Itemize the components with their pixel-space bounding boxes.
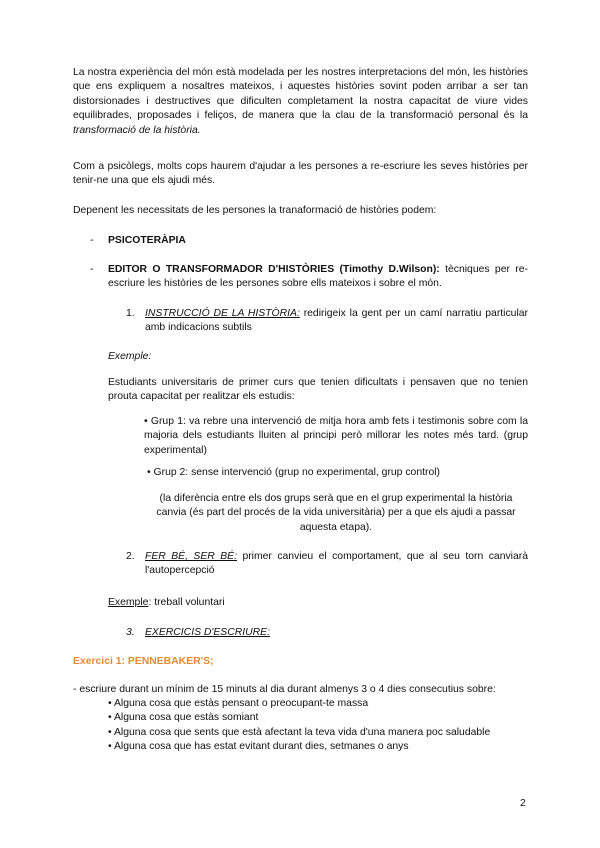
sub3-title: EXERCICIS D'ESCRIURE: (145, 627, 270, 638)
list-item-editor-text: tècniques per re-escriure les històries de les persones sobre ells mateixos i sobre el món. (108, 264, 528, 290)
sub2-title: FER BÉ, SER BÉ: (145, 551, 237, 562)
example1-note-line2: canvia (és part del procés de la vida universitària) per a que els ajudi a passar (156, 507, 516, 519)
exercise-bullet-2: • Alguna cosa que estàs somiant (108, 712, 259, 723)
sub1-item (145, 307, 528, 336)
sub2-text: primer canvieu el comportament, que al seu torn canviarà l'autopercepció (145, 551, 528, 577)
example2-text: : treball voluntari (148, 597, 225, 608)
page-number: 2 (520, 798, 526, 809)
list-item-editor (108, 263, 528, 292)
list-dash-1: - (90, 235, 94, 246)
example2 (108, 596, 225, 610)
sub1-text: redirigeix la gent per un camí narratiu particular amb indicacions subtils (145, 308, 529, 334)
example1-note-line1: (la diferència entre els dos grups serà que en el grup experimental la història (159, 493, 513, 504)
intro-paragraph-italic: transformació de la història. (73, 124, 201, 136)
example2-label: Exemple (108, 597, 149, 608)
needs-paragraph: Depenent les necessitats de les persones la tranaformació de històries podem: (73, 205, 437, 216)
example1-text: Estudiants universitaris de primer curs que tenien dificultats i pensaven que no tenien prouta capacitat per realitzar els estudis: (108, 377, 528, 403)
intro-paragraph-text: La nostra experiència del món està modelada per les nostres interpretacions del món, les històries que ens expliquem a nosaltres mateixos, i aquestes històries sovint poden arribar a ser tan distorsionades i destructives que dificulten completament la nostra capacitat de viure vides equilibrades, proposades i feliços, de manera que la clau de la transformació personal és la (73, 67, 528, 122)
list-dash-2: - (90, 264, 94, 275)
sub3-number: 3. (126, 627, 135, 638)
group2-item: • Grup 2: sense intervenció (grup no experimental, grup control) (147, 467, 440, 478)
example1-note-line3: aquesta etapa). (299, 521, 373, 533)
exercise-bullet-1: • Alguna cosa que estàs pensant o preocupant-te massa (108, 698, 369, 709)
exercise-heading: Exercici 1: PENNEBAKER'S; (73, 656, 214, 667)
exercise-intro: - escriure durant un mínim de 15 minuts al dia durant almenys 3 o 4 dies consecutius sobre: (73, 684, 496, 695)
group1-item: • Grup 1: va rebre una intervenció de mitja hora amb fets i testimonis sobre com la majoria dels estudiants lluiten al principi però millorar les notes més tard. (grup experimental) (144, 416, 528, 456)
exercise-bullet-4: • Alguna cosa que has estat evitant durant dies, setmanes o anys (108, 741, 409, 752)
sub2-number: 2. (126, 551, 135, 562)
sub2-item (145, 550, 528, 579)
intro-paragraph (73, 66, 528, 138)
list-item-psicoterapia: PSICOTERÀPIA (108, 235, 186, 246)
exercise-bullet-3: • Alguna cosa que sents que està afectant la teva vida d'una manera poc saludable (108, 727, 491, 738)
example1-note (144, 492, 528, 535)
psychologists-paragraph: Com a psicòlegs, molts cops haurem d'ajudar a les persones a re-escriure les seves històries per tenir-ne una que els ajudi més. (73, 161, 528, 187)
sub1-title: INSTRUCCIÓ DE LA HISTÒRIA: (145, 308, 300, 319)
list-item-editor-title: EDITOR O TRANSFORMADOR D'HISTÒRIES (Timothy D.Wilson): (108, 264, 440, 275)
example1-label: Exemple: (108, 351, 152, 362)
sub1-number: 1. (126, 308, 135, 319)
